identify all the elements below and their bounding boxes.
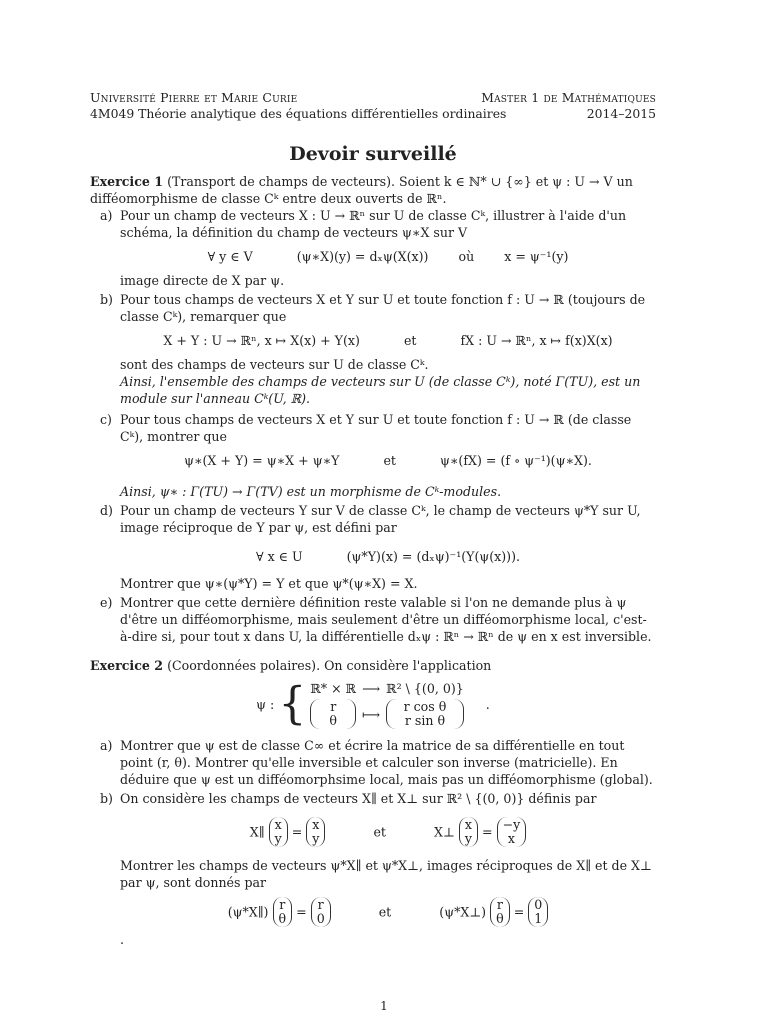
part-text: Montrer que ψ est de classe C∞ et écrire la matrice de sa différentielle en tout point (r, θ). Montrer qu'elle inversible et calculer son inverse (matricielle). En déduire que ψ est un difféomorphsime local, mais pas un difféomorphisme (global). (120, 738, 653, 787)
equation-connector: où (458, 249, 475, 264)
field-name: X⊥ (434, 824, 455, 840)
vector-entry: x (507, 831, 515, 846)
header-line-2 (90, 106, 656, 122)
part-text: Pour un champ de vecteurs X : U → ℝⁿ sur U de classe Cᵏ, illustrer à l'aide d'un schéma, la définition du champ de vecteurs ψ∗X sur V (120, 208, 627, 240)
exercise-1-part-c (90, 411, 656, 500)
vector-entry: r sin θ (404, 713, 446, 728)
vector-entry: 0 (316, 911, 325, 926)
part-label: b) (100, 791, 113, 806)
equation-sum: ψ∗(X + Y) = ψ∗X + ψ∗Y (184, 453, 340, 468)
course-name: 4M049 Théorie analytique des équations différentielles ordinaires (90, 106, 507, 121)
vector-entry: x (464, 817, 472, 832)
vector-entry: θ (496, 911, 504, 926)
part-text: On considère les champs de vecteurs X∥ et X⊥ sur ℝ² \ {(0, 0)} définis par (120, 791, 597, 806)
part-text: Pour tous champs de vecteurs X et Y sur U et toute fonction f : U → ℝ (de classe Cᵏ), montrer que (120, 412, 632, 444)
connector: et (378, 904, 392, 920)
program-name: Master 1 de Mathématiques (481, 90, 656, 105)
pullback-fields-result (120, 897, 656, 927)
part-label: b) (100, 292, 113, 307)
part-followup: Montrer les champs de vecteurs ψ*X∥ et ψ*X⊥, images réciproques de X∥ et de X⊥ par ψ, sont donnés par (120, 858, 652, 890)
exercise-1-intro-text: (Transport de champs de vecteurs). Soient k ∈ ℕ* ∪ {∞} et ψ : U → V un difféomorphisme de classe Cᵏ entre deux ouverts de ℝⁿ. (90, 174, 633, 206)
input-vector (310, 699, 356, 729)
part-text: Pour un champ de vecteurs Y sur V de classe Cᵏ, le champ de vecteurs ψ*Y sur U, image réciproque de Y par ψ, est défini par (120, 503, 641, 535)
exercise-1-part-b (90, 291, 656, 407)
vector-fields-definition (120, 817, 656, 847)
vector-entry: y (274, 831, 282, 846)
part-remark: Ainsi, ψ∗ : Γ(TU) → Γ(TV) est un morphisme de Cᵏ-modules. (120, 484, 502, 499)
display-equation (120, 452, 656, 469)
display-equation (120, 548, 656, 565)
map-arrow: ⟶ (362, 681, 381, 696)
pullback-name: (ψ*X⊥) (439, 904, 487, 920)
output-vector (386, 699, 464, 729)
exercise-2-intro-text: (Coordonnées polaires). On considère l'application (167, 658, 492, 673)
equals-sign: = (291, 824, 303, 840)
part-label: a) (100, 208, 113, 223)
part-remark: Ainsi, l'ensemble des champs de vecteurs sur U (de classe Cᵏ), noté Γ(TU), est un module sur l'anneau Cᵏ(U, ℝ). (120, 374, 641, 406)
page-title: Devoir surveillé (289, 143, 457, 165)
vector-entry: y (312, 831, 320, 846)
vector-entry: r (496, 897, 503, 912)
vector (273, 897, 293, 927)
map-domain: ℝ* × ℝ (310, 681, 357, 696)
part-label: c) (100, 412, 112, 427)
equals-sign: = (481, 824, 493, 840)
connector: et (373, 824, 386, 840)
map-table (310, 680, 463, 729)
vector-entry: r (317, 897, 324, 912)
vector-entry: x (274, 817, 282, 832)
vector-entry: r (330, 699, 337, 714)
display-equation (120, 248, 656, 265)
header-line-1 (90, 90, 656, 106)
equation-main: (ψ∗X)(y) = dₓψ(X(x)) (296, 249, 429, 264)
map-period: . (485, 697, 490, 712)
vector-entry: θ (329, 713, 338, 728)
exercise-1-part-a (90, 207, 656, 289)
vector (311, 897, 331, 927)
equation-main: (ψ*Y)(x) = (dₓψ)⁻¹(Y(ψ(x))). (346, 549, 521, 564)
left-brace-icon: { (278, 678, 307, 730)
equation-connector: et (383, 453, 396, 468)
exercise-2-intro (90, 657, 656, 674)
vector (528, 897, 548, 927)
exercise-1-part-d (90, 502, 656, 592)
part-label: a) (100, 738, 113, 753)
part-text: Pour tous champs de vecteurs X et Y sur U et toute fonction f : U → ℝ (toujours de classe Cᵏ), remarquer que (120, 292, 646, 324)
equation-quantifier: ∀ y ∈ V (207, 249, 253, 264)
university-name: Université Pierre et Marie Curie (90, 90, 298, 105)
exercise-2-heading: Exercice 2 (90, 658, 164, 673)
field-name: X∥ (249, 824, 265, 840)
exercise-1-heading: Exercice 1 (90, 174, 164, 189)
vector-entry: x (312, 817, 320, 832)
part-label: e) (100, 595, 113, 610)
equation-quantifier: ∀ x ∈ U (255, 549, 303, 564)
equation-connector: et (403, 333, 417, 348)
vector-entry: r cos θ (403, 699, 447, 714)
vector-entry: −y (502, 817, 521, 832)
equals-sign: = (513, 904, 525, 920)
map-name: ψ : (256, 697, 275, 712)
vector (497, 817, 527, 847)
vector-entry: θ (278, 911, 287, 926)
vector (269, 817, 288, 847)
vector-entry: 0 (534, 897, 543, 912)
part-text: Montrer que cette dernière définition reste valable si l'on ne demande plus à ψ d'être un difféomorphisme, mais seulement d'être un difféomorphisme local, c'est-à-dire si, pour tout x dans U, la différentielle dₓψ : ℝⁿ → ℝⁿ de ψ en x est inversible. (120, 595, 652, 644)
academic-year: 2014–2015 (586, 106, 656, 121)
part-followup: sont des champs de vecteurs sur U de classe Cᵏ. (120, 357, 429, 372)
page-number: 1 (380, 999, 388, 1013)
part-label: d) (100, 503, 113, 518)
part-followup: image directe de X par ψ. (120, 273, 285, 288)
equation-condition: x = ψ⁻¹(y) (504, 249, 569, 264)
display-equation (120, 332, 656, 349)
vector (459, 817, 478, 847)
exercise-2-part-a (90, 737, 656, 788)
document-page (90, 90, 656, 948)
equation-product: ψ∗(fX) = (f ∘ ψ⁻¹)(ψ∗X). (440, 453, 592, 468)
exercise-2-part-b (90, 790, 656, 948)
vector (490, 897, 510, 927)
exercise-1-part-e (90, 594, 656, 645)
trailing-period: . (120, 932, 125, 947)
polar-map-definition (90, 680, 656, 729)
exercise-1-intro (90, 173, 656, 207)
equation-sum: X + Y : U → ℝⁿ, x ↦ X(x) + Y(x) (163, 333, 360, 348)
map-arrow: ⟼ (362, 706, 381, 722)
map-codomain: ℝ² \ {(0, 0)} (386, 681, 464, 696)
vector-entry: y (464, 831, 472, 846)
equation-product: fX : U → ℝⁿ, x ↦ f(x)X(x) (460, 333, 613, 348)
vector (306, 817, 325, 847)
vector-entry: r (279, 897, 286, 912)
part-followup: Montrer que ψ∗(ψ*Y) = Y et que ψ*(ψ∗X) = X. (120, 576, 418, 591)
vector-entry: 1 (534, 911, 543, 926)
pullback-name: (ψ*X∥) (227, 904, 269, 920)
equals-sign: = (296, 904, 307, 920)
